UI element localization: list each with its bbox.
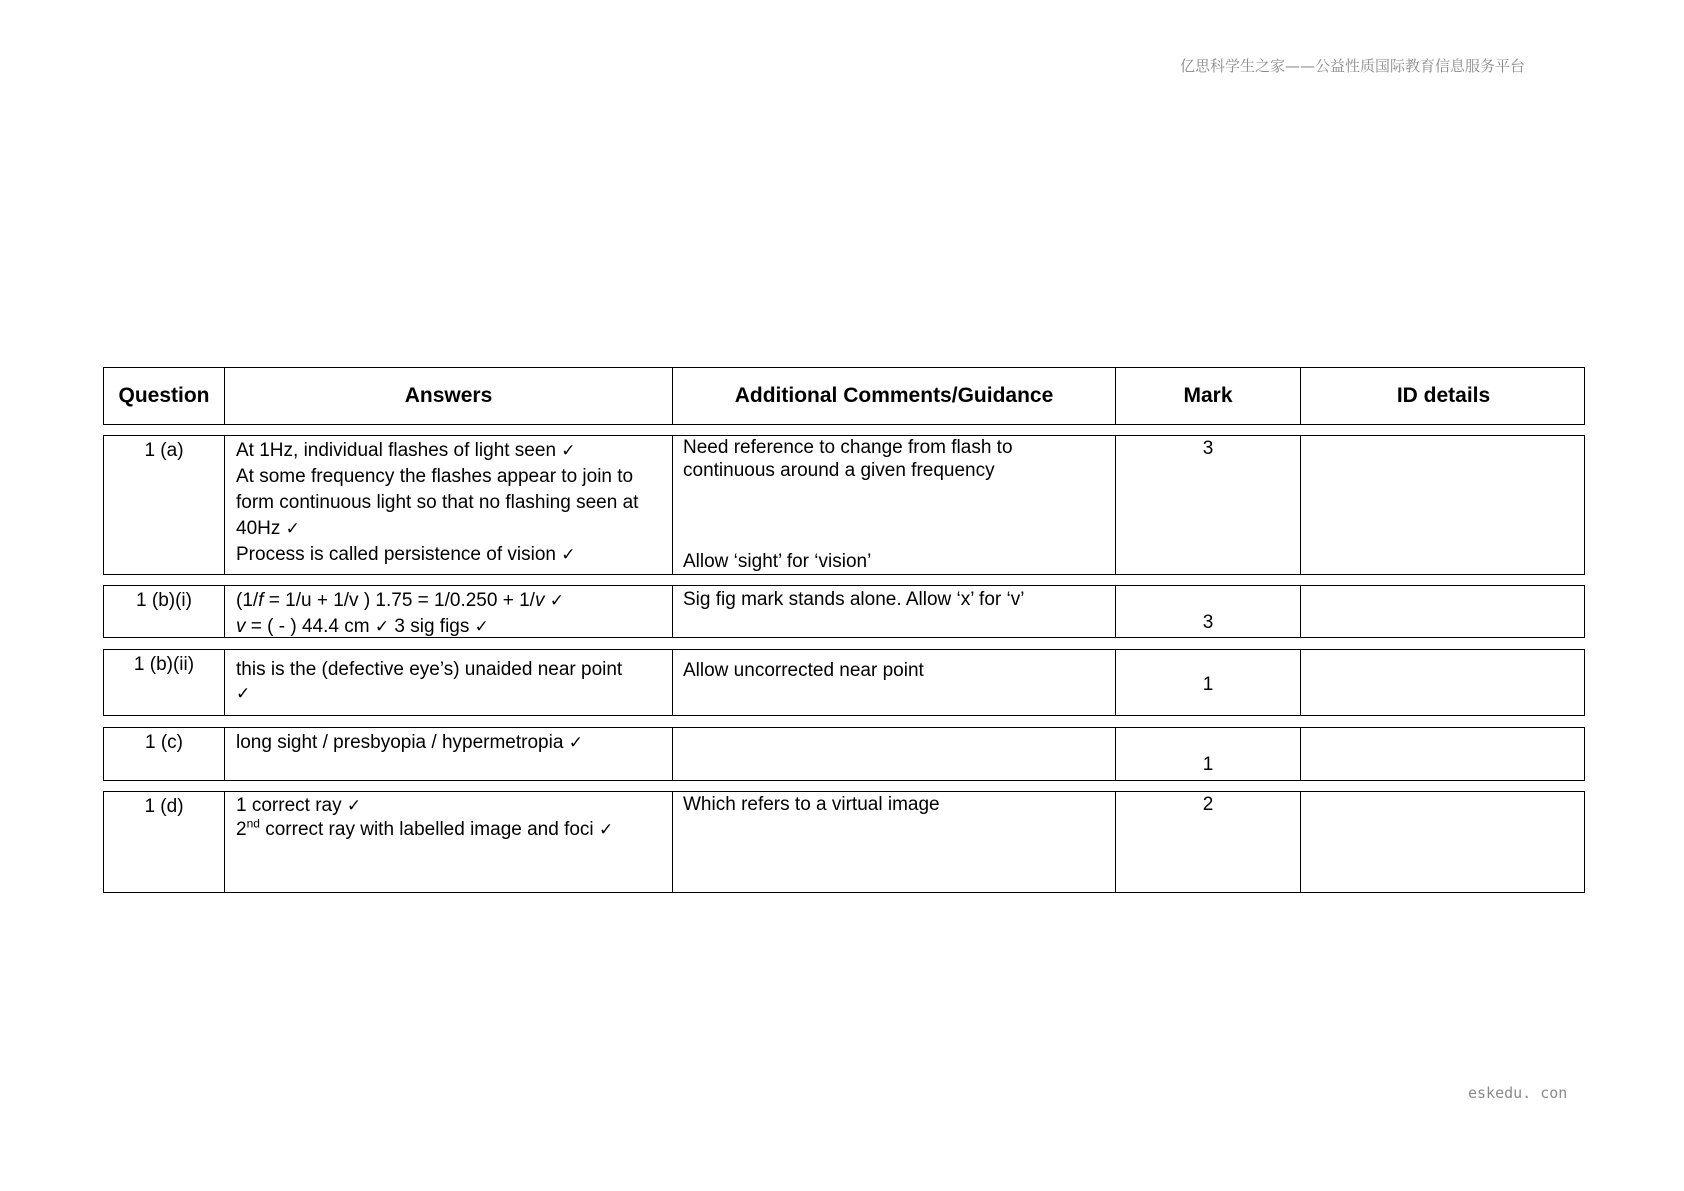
answer-line [236, 730, 662, 756]
answer-text: v [236, 616, 246, 637]
question-number: 1 (b)(ii) [133, 654, 195, 675]
mark-cell [1115, 650, 1300, 715]
answer-line [236, 818, 662, 842]
answer-cell [224, 586, 672, 637]
mark-cell [1115, 436, 1300, 574]
answer-text: this is the (defective eye’s) unaided near point [236, 659, 623, 680]
id-details-cell [1300, 792, 1586, 892]
id-details-cell [1300, 436, 1586, 574]
comment-cell [672, 792, 1115, 892]
ordinal-suffix: nd [246, 816, 260, 831]
comment-text: Allow ‘sight’ for ‘vision’ [683, 551, 872, 572]
tick-icon: ✓ [549, 591, 564, 611]
mark-value: 3 [1202, 612, 1214, 633]
column-header-comments: Additional Comments/Guidance [672, 368, 1115, 424]
answer-text: v [534, 590, 545, 611]
answer-text: At some frequency the flashes appear to join to form continuous light so that no flashing seen at 40Hz [236, 466, 639, 539]
question-number: 1 (d) [144, 796, 184, 817]
column-header-id-details: ID details [1300, 368, 1586, 424]
answer-text: = 1/u + 1/v ) 1.75 = 1/0.250 + 1/ [263, 590, 535, 611]
answer-line [236, 658, 662, 682]
answer-text: At 1Hz, individual flashes of light seen [236, 440, 557, 461]
answer-cell [224, 728, 672, 780]
answer-text: 3 sig figs [389, 616, 470, 637]
comment-text: Allow uncorrected near point [683, 660, 924, 681]
table-row-1bii [103, 649, 1585, 716]
tick-icon: ✓ [561, 545, 576, 565]
answer-line [236, 614, 662, 637]
answer-text: long sight / presbyopia / hypermetropia [236, 732, 564, 753]
answer-line [236, 542, 662, 568]
table-row-1bi [103, 585, 1585, 638]
answer-text: 2 [236, 819, 247, 840]
header-watermark: 亿思科学生之家——公益性质国际教育信息服务平台 [1180, 57, 1526, 75]
comment-cell [672, 436, 1115, 574]
tick-icon: ✓ [561, 441, 576, 461]
answer-text: correct ray with labelled image and foci [259, 819, 594, 840]
tick-icon: ✓ [236, 684, 251, 704]
table-row-1c [103, 727, 1585, 781]
answer-cell [224, 792, 672, 892]
answer-line [236, 682, 662, 706]
question-number: 1 (c) [145, 732, 183, 753]
mark-cell [1115, 792, 1300, 892]
answer-text: = ( - ) 44.4 cm [245, 616, 370, 637]
comment-text: Sig fig mark stands alone. Allow ‘x’ for ‘v’ [683, 589, 1025, 610]
mark-cell [1115, 586, 1300, 637]
comment-cell [672, 650, 1115, 715]
mark-value: 3 [1202, 438, 1214, 459]
mark-value: 2 [1202, 794, 1214, 815]
answer-line [236, 464, 662, 542]
question-number: 1 (a) [144, 440, 184, 461]
tick-icon: ✓ [474, 617, 489, 637]
table-row-1d [103, 791, 1585, 893]
answer-line [236, 588, 662, 614]
tick-icon: ✓ [346, 796, 362, 816]
comment-text: Need reference to change from flash to continuous around a given frequency [683, 437, 1013, 481]
table-row-1a [103, 435, 1585, 575]
id-details-cell [1300, 728, 1586, 780]
answer-line [236, 794, 662, 818]
answer-cell [224, 436, 672, 574]
footer-watermark: eskedu. con [1468, 1084, 1568, 1102]
mark-cell [1115, 728, 1300, 780]
comment-text: Which refers to a virtual image [683, 794, 940, 815]
tick-icon: ✓ [598, 820, 614, 840]
answer-cell [224, 650, 672, 715]
answer-line [236, 438, 662, 464]
tick-icon: ✓ [568, 733, 583, 753]
mark-value: 1 [1202, 674, 1214, 695]
column-header-answers: Answers [224, 368, 672, 424]
comment-cell [672, 728, 1115, 780]
mark-value: 1 [1202, 754, 1214, 775]
comment-cell [672, 586, 1115, 637]
id-details-cell [1300, 586, 1586, 637]
tick-icon: ✓ [285, 519, 300, 539]
answer-text: (1/ [236, 590, 259, 611]
column-header-question: Question [118, 384, 210, 407]
table-header-row [103, 367, 1585, 425]
answer-text: f [258, 590, 264, 611]
answer-text: 1 correct ray [236, 795, 342, 816]
id-details-cell [1300, 650, 1586, 715]
tick-icon: ✓ [374, 617, 390, 637]
question-number: 1 (b)(i) [136, 590, 192, 611]
answer-text: Process is called persistence of vision [236, 544, 556, 565]
column-header-mark: Mark [1115, 368, 1300, 424]
